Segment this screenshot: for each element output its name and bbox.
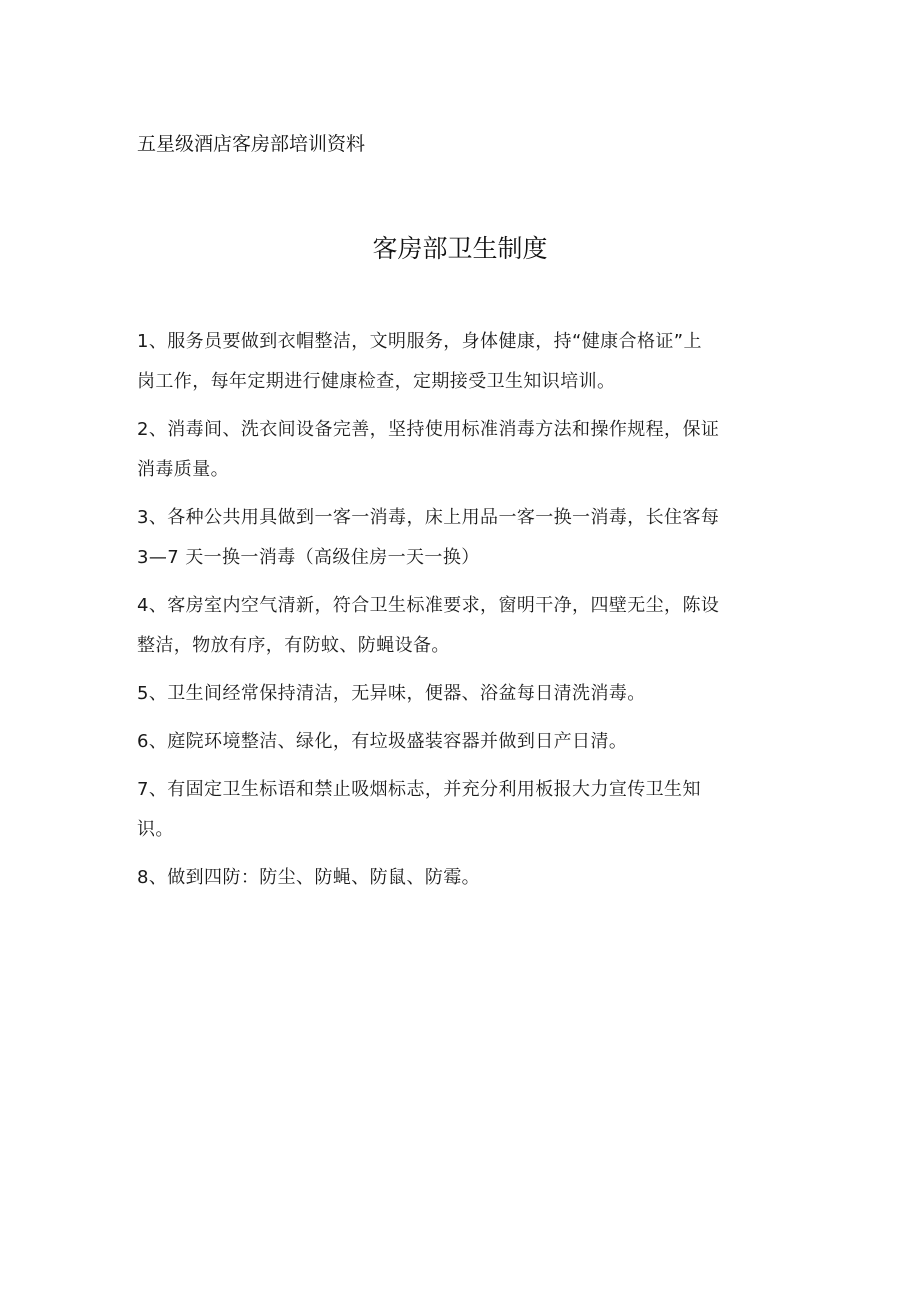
- rule-line: 5、卫生间经常保持清洁，无异味，便器、浴盆每日清洗消毒。: [137, 683, 646, 704]
- rule-line: 3—7 天一换一消毒（高级住房一天一换）: [137, 547, 480, 568]
- page-title: 客房部卫生制度: [372, 234, 548, 263]
- rule-line: 4、客房室内空气清新，符合卫生标准要求，窗明干净，四壁无尘，陈设: [137, 595, 720, 616]
- rule-line: 3、各种公共用具做到一客一消毒，床上用品一客一换一消毒，长住客每: [137, 507, 720, 528]
- rule-line: 识。: [137, 819, 174, 840]
- rule-item: [137, 858, 777, 898]
- rule-line: 6、庭院环境整洁、绿化，有垃圾盛装容器并做到日产日清。: [137, 731, 628, 752]
- rule-item: [137, 674, 777, 714]
- rule-line: 岗工作，每年定期进行健康检查，定期接受卫生知识培训。: [137, 371, 616, 392]
- rule-line: 整洁，物放有序，有防蚊、防蝇设备。: [137, 635, 450, 656]
- rule-line: 1、服务员要做到衣帽整洁，文明服务，身体健康，持“健康合格证”上: [137, 331, 702, 352]
- rule-item: [137, 586, 777, 666]
- rule-item: [137, 322, 777, 402]
- rule-item: [137, 770, 777, 850]
- rules-list: [137, 322, 777, 906]
- document-header: 五星级酒店客房部培训资料: [137, 133, 366, 155]
- rule-line: 2、消毒间、洗衣间设备完善，坚持使用标准消毒方法和操作规程，保证: [137, 419, 720, 440]
- rule-item: [137, 410, 777, 490]
- rule-line: 消毒质量。: [137, 459, 229, 480]
- rule-item: [137, 498, 777, 578]
- rule-item: [137, 722, 777, 762]
- rule-line: 8、做到四防：防尘、防蝇、防鼠、防霉。: [137, 867, 481, 888]
- rule-line: 7、有固定卫生标语和禁止吸烟标志，并充分利用板报大力宣传卫生知: [137, 779, 701, 800]
